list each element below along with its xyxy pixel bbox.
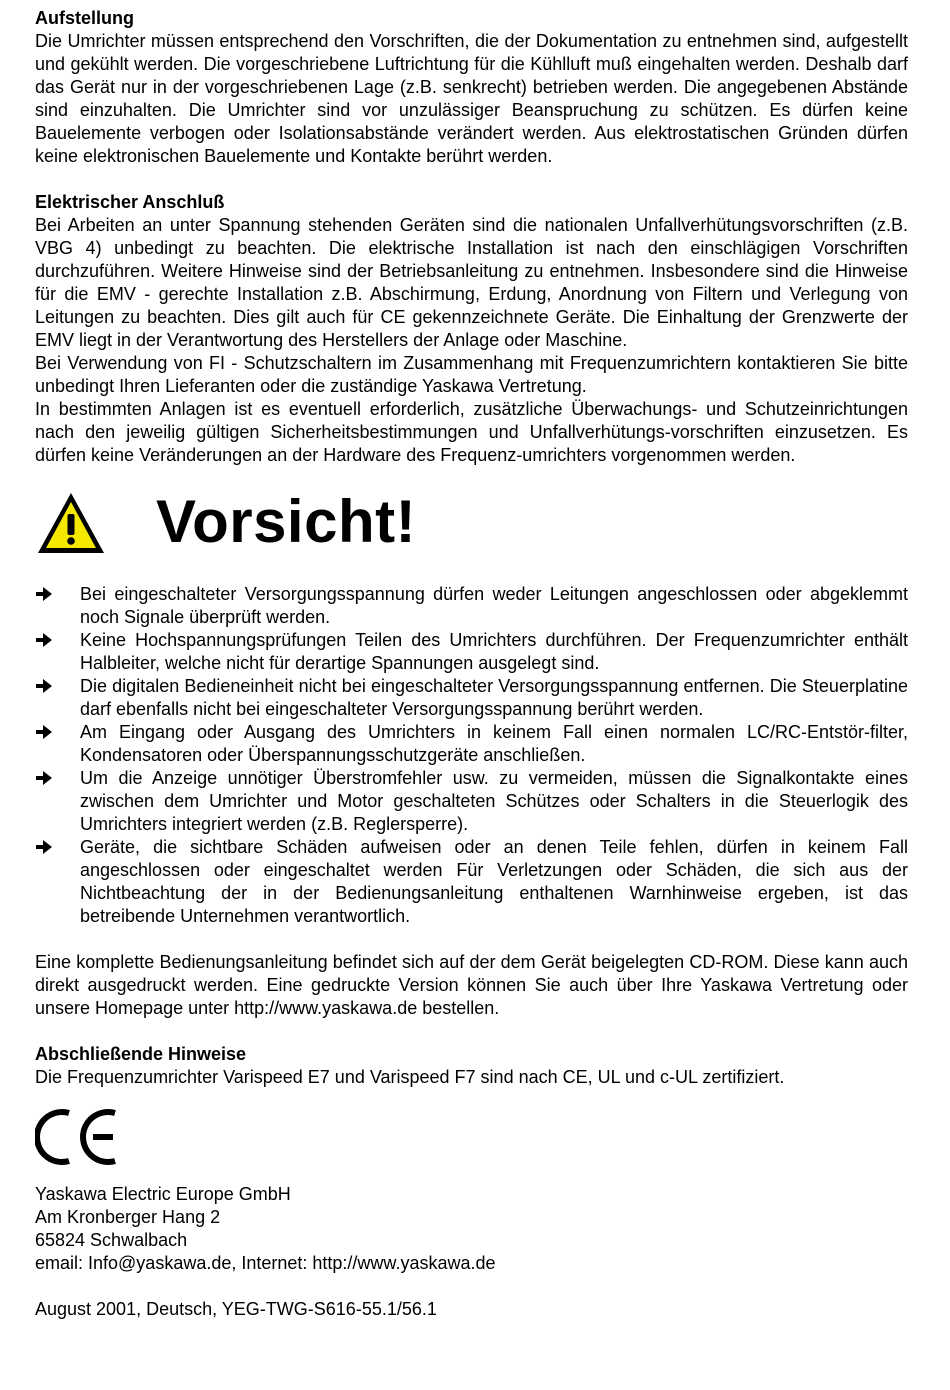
company-address: [35, 1183, 908, 1275]
list-item: [35, 721, 908, 767]
company-name: Yaskawa Electric Europe GmbH: [35, 1184, 291, 1204]
list-item-text: Geräte, die sichtbare Schäden aufweisen oder an denen Teile fehlen, dürfen in keinem Fall angeschlossen oder eingeschaltet werden Für Verletzungen oder Schäden, die sich aus der Nichtbeachtung der in der Bedienungsanleitung enthaltenen Warnhinweise ergeben, ist das betreibende Unternehmen verantwortlich.: [80, 837, 908, 926]
section-paragraph: Bei Arbeiten an unter Spannung stehenden Geräten sind die nationalen Unfallverhütungsvorschriften (z.B. VBG 4) unbedingt zu beachten. Die elektrische Installation ist nach den einschlägigen Vorschriften durchzuführen. Weitere Hinweise sind der Betriebsanleitung zu entnehmen. Insbesondere sind die Hinweise für die EMV - gerechte Installation z.B. Abschirmung, Erdung, Anordnung von Filtern und Verlegung von Leitungen zu beachten. Dies gilt auch für CE gekennzeichnete Geräte. Die Einhaltung der Grenzwerte der EMV liegt in der Verantwortung des Herstellers der Anlage oder Maschine.: [35, 215, 908, 350]
address-city: 65824 Schwalbach: [35, 1230, 188, 1250]
arrow-right-icon: [35, 723, 53, 741]
arrow-right-icon: [35, 585, 53, 603]
section-elektrischer-anschluss: [35, 191, 908, 467]
section-heading: Aufstellung: [35, 8, 134, 28]
arrow-right-icon: [35, 838, 53, 856]
list-item-text: Um die Anzeige unnötiger Überstromfehler usw. zu vermeiden, müssen die Signalkontakte eines zwischen dem Umrichter und Motor geschalteten Schützes oder Schalters in die Steuerlogik des Umrichters integriert werden (z.B. Reglersperre).: [80, 768, 908, 834]
section-text: Eine komplette Bedienungsanleitung befindet sich auf der dem Gerät beigelegten CD-ROM. Diese kann auch direkt ausgedruckt werden. Eine gedruckte Version können Sie auch über Ihre Yaskawa Vertretung oder unsere Homepage unter http://www.yaskawa.de bestellen.: [35, 952, 908, 1018]
list-item: [35, 767, 908, 836]
section-text: Die Frequenzumrichter Varispeed E7 und Varispeed F7 sind nach CE, UL und c-UL zertifiziert.: [35, 1067, 785, 1087]
ce-mark-icon: [35, 1107, 121, 1167]
list-item-text: Bei eingeschalteter Versorgungsspannung dürfen weder Leitungen angeschlossen oder abgeklemmt noch Signale überprüft werden.: [80, 584, 908, 627]
list-item-text: Keine Hochspannungsprüfungen Teilen des Umrichters durchführen. Der Frequenzumrichter enthält Halbleiter, welche nicht für derartige Spannungen ausgelegt sind.: [80, 630, 908, 673]
caution-title: Vorsicht!: [156, 488, 417, 555]
contact-info: email: Info@yaskawa.de, Internet: http://www.yaskawa.de: [35, 1253, 496, 1273]
arrow-right-icon: [35, 677, 53, 695]
section-heading: Abschließende Hinweise: [35, 1044, 247, 1064]
section-manual-note: [35, 951, 908, 1020]
arrow-right-icon: [35, 769, 53, 787]
address-street: Am Kronberger Hang 2: [35, 1207, 221, 1227]
caution-list: [35, 583, 908, 928]
warning-triangle-icon: [35, 490, 107, 556]
section-text: Die Umrichter müssen entsprechend den Vorschriften, die der Dokumentation zu entnehmen sind, aufgestellt und gekühlt werden. Die vorgeschriebene Luftrichtung für die Kühlluft muß eingehalten werden. Deshalb darf das Gerät nur in der vorgeschriebenen Lage (z.B. senkrecht) betrieben werden. Die angegebenen Abstände sind einzuhalten. Die Umrichter sind vor unzulässiger Beanspruchung zu schützen. Es dürfen keine Bauelemente verbogen oder Isolationsabstände verändert werden. Aus elektrostatischen Gründen dürfen keine elektronischen Bauelemente und Kontakte berührt werden.: [35, 31, 908, 166]
section-paragraph: Bei Verwendung von FI - Schutzschaltern im Zusammenhang mit Frequenzumrichtern kontaktieren Sie bitte unbedingt Ihren Lieferanten oder die zuständige Yaskawa Vertretung.: [35, 353, 908, 396]
list-item: [35, 836, 908, 928]
list-item: [35, 629, 908, 675]
list-item: [35, 583, 908, 629]
list-item-text: Am Eingang oder Ausgang des Umrichters in keinem Fall einen normalen LC/RC-Entstör-filter, Kondensatoren oder Überspannungsschutzgeräte anschließen.: [80, 722, 908, 765]
section-paragraph: In bestimmten Anlagen ist es eventuell erforderlich, zusätzliche Überwachungs- und Schutzeinrichtungen nach den jeweilig gültigen Sicherheitsbestimmungen und Unfallverhütungs-vorschriften einzusetzen. Es dürfen keine Veränderungen an der Hardware des Frequenz-umrichters vorgenommen werden.: [35, 399, 908, 465]
section-aufstellung: [35, 7, 908, 168]
list-item-text: Die digitalen Bedieneinheit nicht bei eingeschalteter Versorgungsspannung entfernen. Die Steuerplatine darf ebenfalls nicht bei eingeschalteter Versorgungsspannung berührt werden.: [80, 676, 908, 719]
section-abschliessende-hinweise: [35, 1043, 908, 1089]
list-item: [35, 675, 908, 721]
section-heading: Elektrischer Anschluß: [35, 192, 225, 212]
document-footer: August 2001, Deutsch, YEG-TWG-S616-55.1/56.1: [35, 1299, 437, 1319]
arrow-right-icon: [35, 631, 53, 649]
document-page: [35, 7, 908, 1321]
caution-header: [35, 490, 908, 566]
